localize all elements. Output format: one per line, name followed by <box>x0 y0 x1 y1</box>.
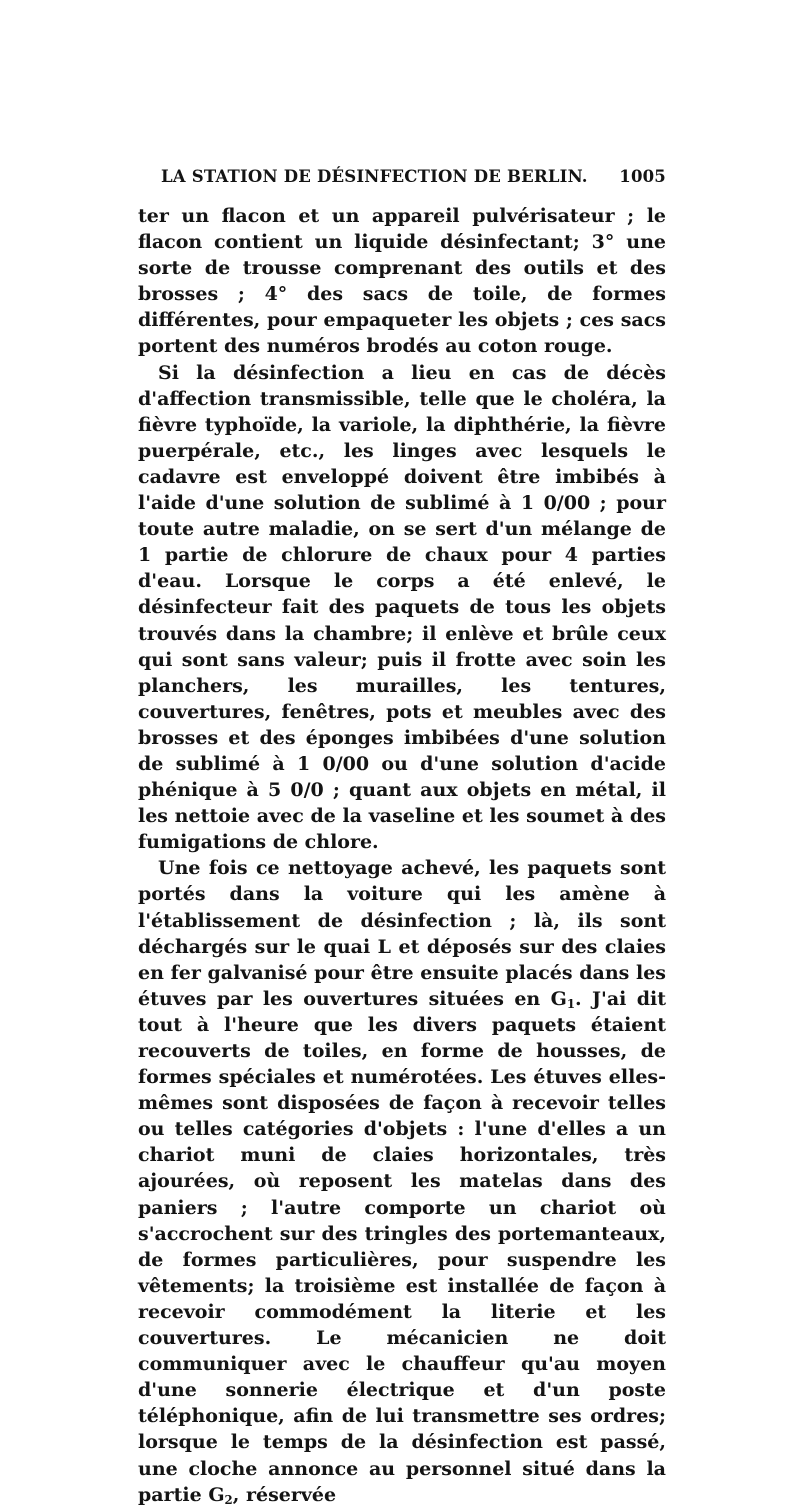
body-text <box>138 203 666 1508</box>
paragraph-disinfection-procedure: Si la désinfection a lieu en cas de décès d'affection transmissible, telle que le choléra, la fièvre typhoïde, la variole, la diphthérie, la fièvre puerpérale, etc., les linges avec lesquels le cadavre est enveloppé doivent être imbibés à l'aide d'une solution de sublimé à 1 0/00 ; pour toute autre maladie, on se sert d'un mélange de 1 partie de chlorure de chaux pour 4 parties d'eau. Lorsque le corps a été enlevé, le désinfecteur fait des paquets de tous les objets trouvés dans la chambre; il enlève et brûle ceux qui sont sans valeur; puis il frotte avec soin les planchers, les murailles, les tentures, couvertures, fenêtres, pots et meubles avec des brosses et des éponges imbibées d'une solution de sublimé à 1 0/00 ou d'une solution d'acide phénique à 5 0/0 ; quant aux objets en métal, il les nettoie avec de la vaseline et les soumet à des fumigations de chlore. <box>138 361 666 854</box>
location-label-g1: $G_1$ <box>550 987 576 1011</box>
location-label-g2: $G_2$ <box>208 1483 233 1507</box>
page-number: 1005 <box>619 167 666 186</box>
text-segment: . J'ai dit tout à l'heure que les divers paquets étaient recouverts de toiles, en forme de housses, de formes spéciales et numérotées. Les étuves elles-mêmes sont disposées de façon à recevoir telles ou telles catégories d'objets : l'une d'elles a un chariot muni de claies horizontales, très ajourées, où reposent les matelas dans des paniers ; l'autre comporte un chariot où s'accrochent sur des tringles des portemanteaux, de formes particulières, pour suspendre les vêtements; la troisième est installée de façon à recevoir commodément la literie et les couvertures. Le mécanicien ne doit communiquer avec le chauffeur qu'au moyen d'une sonnerie électrique et d'un poste téléphonique, afin de lui transmettre ses ordres; lorsque le temps de la désinfection est passé, une cloche annonce au personnel situé dans la partie <box>138 987 666 1506</box>
paragraph-transport-and-ovens <box>138 855 666 1507</box>
text-segment: Une fois ce nettoyage achevé, les paquets sont portés dans la voiture qui les amène à l'établissement de désinfection ; là, ils sont déchargés sur le quai L et déposés sur des claies en fer galvanisé pour être ensuite placés dans les étuves par les ouvertures situées en <box>138 857 666 1010</box>
text-segment: , réservée <box>232 1483 337 1506</box>
running-title: LA STATION DE DÉSINFECTION DE BERLIN. <box>161 167 588 186</box>
paragraph-continued: ter un flacon et un appareil pulvérisateur ; le flacon contient un liquide désinfectant; 3° une sorte de trousse comprenant des outils et des brosses ; 4° des sacs de toile, de formes différentes, pour empaqueter les objets ; ces sacs portent des numéros brodés au coton rouge. <box>138 205 666 358</box>
page-header <box>138 167 666 195</box>
